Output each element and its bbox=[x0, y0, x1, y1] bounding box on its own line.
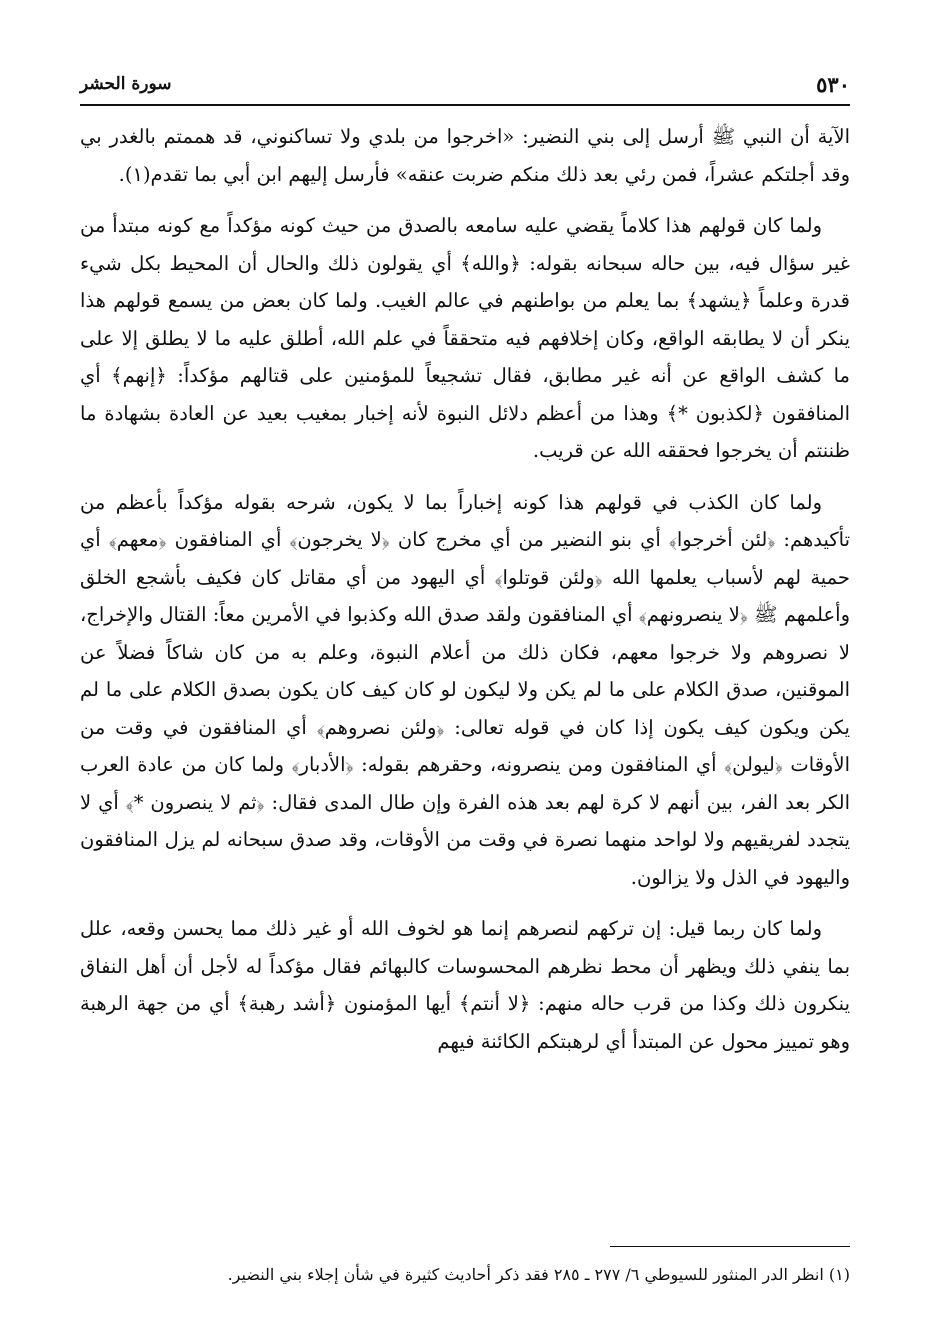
paragraph-1: الآية أن النبي ﷺ أرسل إلى بني النضير: «اخرجوا من بلدي ولا تساكنوني، قد هممتم بالغدر بي وقد أجلتكم عشراً، فمن رئي بعد ذلك منكم ضربت عنقه» فأرسل إليهم ابن أبي بما تقدم(١). bbox=[80, 125, 850, 186]
surah-title: سورة الحشر bbox=[80, 74, 172, 94]
paragraph-4: ولما كان ربما قيل: إن تركهم لنصرهم إنما هو لخوف الله أو غير ذلك مما يحسن وقعه، علل بما ينفي ذلك ويظهر أن محط نظرهم المحسوسات كالبهائم فقال مؤكداً له لأجل أن أهل النفاق ينكرون ذلك وكذا من قرب حاله منهم: ﴿لا أنتم﴾ أيها المؤمنون ﴿أشد رهبة﴾ أي من جهة الرهبة وهو تمييز محول عن المبتدأ أي لرهبتكم الكائنة فيهم bbox=[80, 917, 850, 1053]
footnote-divider bbox=[610, 1246, 850, 1247]
header-divider bbox=[80, 104, 850, 106]
page-header bbox=[80, 70, 850, 104]
paragraph-2: ولما كان قولهم هذا كلاماً يقضي عليه سامعه بالصدق من حيث كونه مؤكداً مع كونه مبتدأ من غير سؤال فيه، بين حاله سبحانه بقوله: ﴿والله﴾ أي يقولون ذلك والحال أن المحيط بكل شيء قدرة وعلماً ﴿يشهد﴾ بما يعلم من بواطنهم في عالم الغيب. ولما كان بعض من يسمع قولهم هذا ينكر أن لا يطابقه الواقع، وكان إخلافهم فيه متحققاً في علم الله، أطلق عليه ما لا يطلق إلا على ما كشف الواقع عن أنه غير مطابق، فقال تشجيعاً للمؤمنين على قتالهم مؤكداً: ﴿إنهم﴾ أي المنافقون ﴿لكذبون *﴾ وهذا من أعظم دلائل النبوة لأنه إخبار بمغيب بعيد عن العادة بشهادة ما ظننتم أن يخرجوا فحققه الله عن قريب. bbox=[80, 214, 850, 462]
body-text bbox=[80, 118, 850, 1074]
paragraph-3: ولما كان الكذب في قولهم هذا كونه إخباراً بما لا يكون، شرحه بقوله مؤكداً بأعظم من تأكيدهم: ﴿لئن أخرجوا﴾ أي بنو النضير من أي مخرج كان ﴿لا يخرجون﴾ أي المنافقون ﴿معهم﴾ أي حمية لهم لأسباب يعلمها الله ﴿ولئن قوتلوا﴾ أي اليهود من أي مقاتل كان فكيف بأشجع الخلق وأعلمهم ﷺ ﴿لا ينصرونهم﴾ أي المنافقون ولقد صدق الله وكذبوا في الأمرين معاً: القتال والإخراج، لا نصروهم ولا خرجوا معهم، فكان ذلك من أعلام النبوة، وعلم به من كان شاكاً فضلاً عن الموقنين، صدق الكلام على ما لم يكن ولا ليكون لو كان كيف كان يكون بصدق الكلام على ما لم يكن ويكون كيف يكون إذا كان في قوله تعالى: ﴿ولئن نصروهم﴾ أي المنافقون في وقت من الأوقات ﴿ليولن﴾ أي المنافقون ومن ينصرونه، وحقرهم بقوله: ﴿الأدبار﴾ ولما كان من عادة العرب الكر بعد الفر، بين أنهم لا كرة لهم بعد هذه الفرة وإن طال المدى فقال: ﴿ثم لا ينصرون *﴾ أي لا يتجدد لفريقيهم ولا لواحد منهما نصرة في وقت من الأوقات، وقد صدق سبحانه لم يزل المنافقون واليهود في الذل ولا يزالون. bbox=[80, 490, 850, 889]
footnote: (١) انظر الدر المنثور للسيوطي ٦/ ٢٧٧ ـ ٢٨٥ فقد ذكر أحاديث كثيرة في شأن إجلاء بني النضير. bbox=[227, 1265, 850, 1284]
page-number: ٥٣٠ bbox=[816, 72, 850, 97]
